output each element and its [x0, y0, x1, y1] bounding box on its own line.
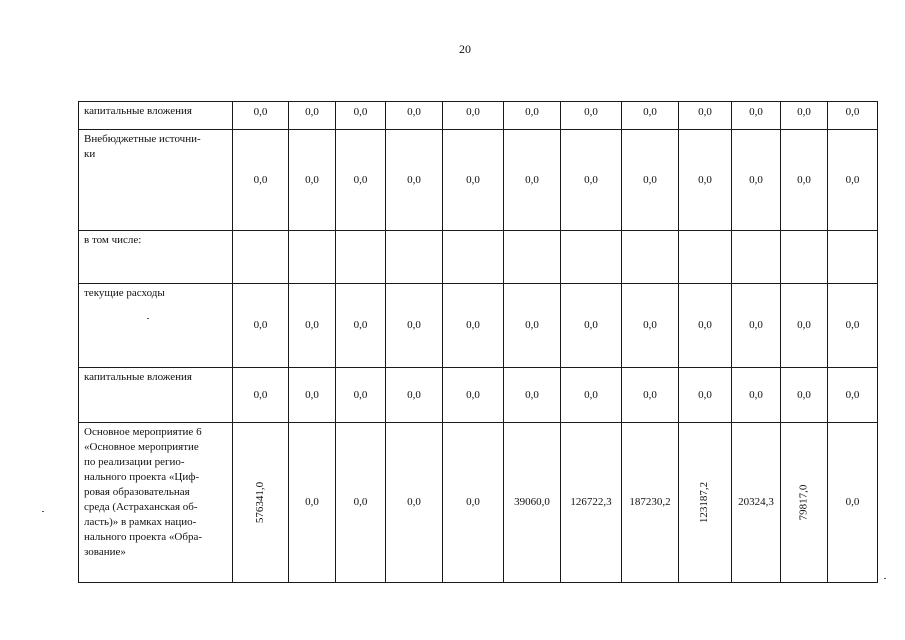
value-text: 0,0 — [845, 388, 860, 401]
value-text: 0,0 — [749, 173, 763, 186]
value-cell — [621, 101, 678, 129]
value-text: 0,0 — [466, 106, 480, 118]
value-cell — [560, 283, 621, 367]
value-text: 0,0 — [797, 106, 811, 118]
value-text: 0,0 — [407, 496, 421, 508]
value-cell — [678, 367, 731, 422]
page-number: 20 — [459, 42, 471, 56]
value-cell — [560, 129, 621, 230]
row-label — [78, 283, 232, 367]
value-cell — [678, 283, 731, 367]
row-label-text: в том числе: — [84, 234, 142, 246]
value-cell — [442, 101, 503, 129]
value-text: 20324,3 — [738, 496, 774, 508]
value-text: 0,0 — [305, 173, 319, 186]
value-text: 0,0 — [253, 388, 268, 401]
value-cell — [503, 422, 560, 582]
row-label — [78, 129, 232, 230]
value-text: 0,0 — [698, 388, 712, 401]
value-text: 0,0 — [845, 319, 860, 331]
value-text: 0,0 — [466, 496, 480, 508]
value-cell — [288, 129, 335, 230]
value-text: 0,0 — [253, 319, 268, 331]
value-cell — [503, 283, 560, 367]
value-cell — [335, 230, 385, 283]
value-text: 0,0 — [353, 319, 368, 331]
value-text: 0,0 — [407, 106, 421, 118]
value-cell — [288, 422, 335, 582]
value-text: 0,0 — [525, 173, 539, 186]
row-label-text: Основное мероприятие 6 «Основное мероприятие по реализации регио- нального проекта «Циф- ровая образовательная среда (Астраханская об- ласть)» в рамках нацио- нального проекта «Обра- зование» — [84, 426, 203, 558]
value-cell — [560, 101, 621, 129]
value-cell — [621, 283, 678, 367]
value-text: 0,0 — [305, 319, 319, 331]
value-cell — [560, 422, 621, 582]
value-text: 0,0 — [584, 319, 598, 331]
value-cell — [232, 367, 288, 422]
value-cell — [503, 129, 560, 230]
value-cell — [827, 422, 877, 582]
scan-speck — [147, 318, 149, 319]
value-cell — [827, 283, 877, 367]
value-cell — [731, 230, 780, 283]
value-cell — [335, 101, 385, 129]
value-text: 0,0 — [749, 388, 763, 401]
value-text: 0,0 — [584, 173, 598, 186]
value-text: 0,0 — [643, 106, 657, 118]
scan-speck — [42, 511, 44, 512]
value-cell — [335, 129, 385, 230]
row-label — [78, 230, 232, 283]
value-text: 0,0 — [749, 106, 763, 118]
value-text: 0,0 — [845, 106, 860, 118]
row-label — [78, 101, 232, 129]
value-cell — [503, 101, 560, 129]
value-text: 123187,2 — [698, 481, 711, 524]
value-cell — [731, 129, 780, 230]
value-cell — [288, 367, 335, 422]
value-text: 39060,0 — [514, 496, 550, 508]
value-text: 0,0 — [305, 496, 319, 508]
value-cell — [678, 101, 731, 129]
value-text: 126722,3 — [570, 496, 612, 508]
value-text: 0,0 — [407, 388, 421, 401]
value-text: 0,0 — [749, 319, 763, 331]
value-text: 0,0 — [407, 173, 421, 186]
value-text: 0,0 — [698, 173, 712, 186]
row-label — [78, 422, 232, 582]
row-label-text: капитальные вложения — [84, 371, 192, 383]
value-text: 0,0 — [353, 388, 368, 401]
value-cell — [678, 230, 731, 283]
value-text: 0,0 — [407, 319, 421, 331]
value-cell — [232, 422, 288, 582]
value-text: 0,0 — [253, 173, 268, 186]
value-cell — [442, 230, 503, 283]
table-bottom-border — [78, 582, 878, 583]
value-text: 576341,0 — [254, 481, 266, 524]
value-cell — [827, 101, 877, 129]
value-text: 0,0 — [253, 106, 268, 118]
value-cell — [232, 101, 288, 129]
value-cell — [232, 129, 288, 230]
row-label-text: текущие расходы — [84, 287, 165, 299]
value-text: 0,0 — [353, 496, 368, 508]
value-cell — [503, 367, 560, 422]
value-text: 0,0 — [643, 319, 657, 331]
value-cell — [288, 230, 335, 283]
value-text: 0,0 — [584, 106, 598, 118]
value-text: 0,0 — [845, 173, 860, 186]
value-text: 0,0 — [797, 173, 811, 186]
value-text: 0,0 — [845, 496, 860, 508]
row-label-text: капитальные вложения — [84, 105, 192, 117]
value-text: 0,0 — [797, 319, 811, 331]
value-cell — [827, 129, 877, 230]
value-text: 0,0 — [305, 106, 319, 118]
value-cell — [827, 367, 877, 422]
value-cell — [560, 230, 621, 283]
value-cell — [503, 230, 560, 283]
value-cell — [232, 230, 288, 283]
value-cell — [335, 422, 385, 582]
value-cell — [731, 422, 780, 582]
value-cell — [442, 422, 503, 582]
row-label — [78, 367, 232, 422]
value-text: 0,0 — [643, 173, 657, 186]
value-text: 0,0 — [698, 319, 712, 331]
value-cell — [442, 283, 503, 367]
value-text: 0,0 — [584, 388, 598, 401]
value-cell — [780, 230, 827, 283]
value-cell — [731, 367, 780, 422]
value-cell — [335, 367, 385, 422]
value-cell — [288, 283, 335, 367]
value-text: 0,0 — [466, 388, 480, 401]
value-cell — [780, 129, 827, 230]
value-cell — [621, 422, 678, 582]
value-cell — [385, 230, 442, 283]
value-cell — [385, 422, 442, 582]
value-cell — [678, 422, 731, 582]
row-label-text: Внебюджетные источни- ки — [84, 133, 201, 160]
value-cell — [621, 367, 678, 422]
value-cell — [780, 283, 827, 367]
table-right-border — [877, 101, 878, 583]
value-cell — [385, 283, 442, 367]
value-text: 0,0 — [466, 319, 480, 331]
value-cell — [621, 129, 678, 230]
value-cell — [731, 283, 780, 367]
value-cell — [232, 283, 288, 367]
value-cell — [780, 422, 827, 582]
value-cell — [385, 129, 442, 230]
value-text: 0,0 — [797, 388, 811, 401]
value-cell — [780, 101, 827, 129]
value-text: 79817,0 — [797, 484, 810, 521]
value-text: 0,0 — [466, 173, 480, 186]
value-cell — [678, 129, 731, 230]
value-cell — [780, 367, 827, 422]
value-cell — [560, 367, 621, 422]
value-text: 0,0 — [698, 106, 712, 118]
scan-speck — [884, 578, 886, 579]
value-text: 0,0 — [525, 319, 539, 331]
value-cell — [827, 230, 877, 283]
value-text: 0,0 — [525, 106, 539, 118]
value-cell — [335, 283, 385, 367]
value-cell — [385, 101, 442, 129]
value-text: 0,0 — [353, 106, 368, 118]
value-cell — [621, 230, 678, 283]
value-text: 0,0 — [353, 173, 368, 186]
value-cell — [731, 101, 780, 129]
value-text: 0,0 — [643, 388, 657, 401]
value-text: 0,0 — [525, 388, 539, 401]
value-cell — [442, 367, 503, 422]
value-cell — [442, 129, 503, 230]
value-cell — [288, 101, 335, 129]
value-text: 0,0 — [305, 388, 319, 401]
value-cell — [385, 367, 442, 422]
value-text: 187230,2 — [629, 496, 671, 508]
